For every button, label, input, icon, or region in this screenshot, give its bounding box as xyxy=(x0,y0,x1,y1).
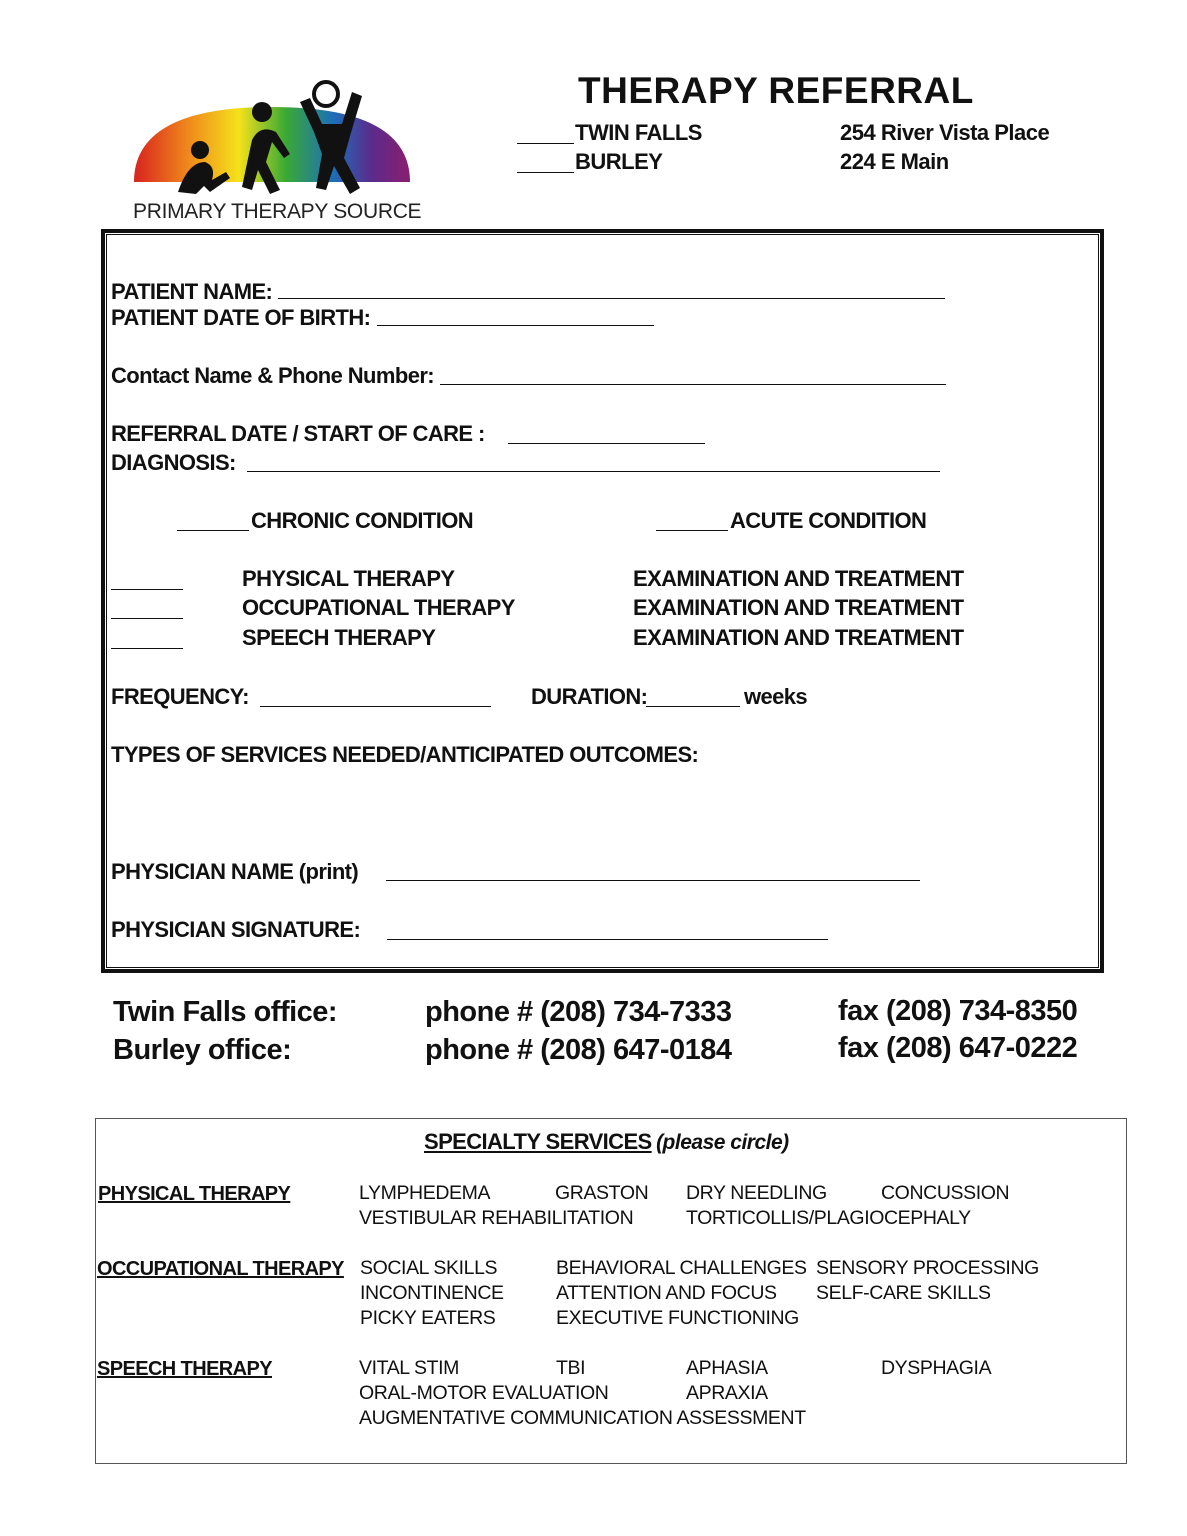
therapy-st-label: SPEECH THERAPY xyxy=(242,625,436,650)
spec-item-torticollis[interactable]: TORTICOLLIS/PLAGIOCEPHALY xyxy=(686,1207,971,1229)
contact-label: Contact Name & Phone Number: xyxy=(111,363,435,388)
physician-name-label: PHYSICIAN NAME (print) xyxy=(111,859,359,884)
spec-item-aphasia[interactable]: APHASIA xyxy=(686,1357,768,1379)
diagnosis-label: DIAGNOSIS: xyxy=(111,450,236,475)
pt-check-line[interactable] xyxy=(111,589,183,590)
services-label: TYPES OF SERVICES NEEDED/ANTICIPATED OUTCOMES: xyxy=(111,742,699,767)
referral-date-field[interactable] xyxy=(508,443,705,444)
address-burley: 224 E Main xyxy=(840,149,949,174)
spec-item-dysphagia[interactable]: DYSPHAGIA xyxy=(881,1357,992,1379)
chronic-check-line[interactable] xyxy=(177,530,249,531)
specialty-pt-head: PHYSICAL THERAPY xyxy=(98,1183,291,1205)
specialty-title: SPECIALTY SERVICES xyxy=(424,1129,652,1154)
physician-signature-label: PHYSICIAN SIGNATURE: xyxy=(111,917,361,942)
spec-item-picky-eaters[interactable]: PICKY EATERS xyxy=(360,1307,496,1329)
ot-check-line[interactable] xyxy=(111,618,183,619)
office-burley-phone: phone # (208) 647-0184 xyxy=(425,1034,732,1066)
location-burley: BURLEY xyxy=(575,149,663,174)
office-burley-label: Burley office: xyxy=(113,1034,292,1066)
location-twin-falls: TWIN FALLS xyxy=(575,120,702,145)
frequency-field[interactable] xyxy=(260,706,491,707)
patient-name-field[interactable] xyxy=(278,298,945,299)
chronic-label: CHRONIC CONDITION xyxy=(251,508,474,533)
office-twin-falls-label: Twin Falls office: xyxy=(113,996,338,1028)
spec-item-oral-motor[interactable]: ORAL-MOTOR EVALUATION xyxy=(359,1382,609,1404)
office-twin-falls-phone: phone # (208) 734-7333 xyxy=(425,996,732,1028)
spec-item-concussion[interactable]: CONCUSSION xyxy=(881,1182,1010,1204)
address-twin-falls: 254 River Vista Place xyxy=(840,120,1050,145)
spec-item-sensory[interactable]: SENSORY PROCESSING xyxy=(816,1257,1039,1279)
therapy-pt-label: PHYSICAL THERAPY xyxy=(242,566,455,591)
therapy-ot-scope: EXAMINATION AND TREATMENT xyxy=(633,595,964,620)
spec-item-behavioral[interactable]: BEHAVIORAL CHALLENGES xyxy=(556,1257,807,1279)
services-field[interactable] xyxy=(111,772,1091,850)
specialty-ot-head: OCCUPATIONAL THERAPY xyxy=(97,1258,344,1280)
office-burley-fax: fax (208) 647-0222 xyxy=(838,1032,1078,1064)
patient-name-label: PATIENT NAME: xyxy=(111,279,273,304)
spec-item-graston[interactable]: GRASTON xyxy=(555,1182,649,1204)
st-check-line[interactable] xyxy=(111,648,183,649)
spec-item-vestibular[interactable]: VESTIBULAR REHABILITATION xyxy=(359,1207,634,1229)
spec-item-attention[interactable]: ATTENTION AND FOCUS xyxy=(556,1282,777,1304)
spec-item-social-skills[interactable]: SOCIAL SKILLS xyxy=(360,1257,498,1279)
weeks-label: weeks xyxy=(744,684,808,709)
duration-label: DURATION: xyxy=(531,684,648,709)
logo-caption: PRIMARY THERAPY SOURCE xyxy=(133,200,422,223)
burley-check-line[interactable] xyxy=(517,172,574,173)
spec-item-lymphedema[interactable]: LYMPHEDEMA xyxy=(359,1182,491,1204)
spec-item-executive[interactable]: EXECUTIVE FUNCTIONING xyxy=(556,1307,799,1329)
spec-item-aac[interactable]: AUGMENTATIVE COMMUNICATION ASSESSMENT xyxy=(359,1407,806,1429)
patient-dob-label: PATIENT DATE OF BIRTH: xyxy=(111,305,371,330)
duration-field[interactable] xyxy=(646,706,740,707)
acute-check-line[interactable] xyxy=(656,530,728,531)
twin-falls-check-line[interactable] xyxy=(517,143,574,144)
specialty-title-row xyxy=(424,1129,789,1155)
physician-signature-field[interactable] xyxy=(387,939,828,940)
form-title: THERAPY REFERRAL xyxy=(578,70,974,111)
patient-dob-field[interactable] xyxy=(377,325,654,326)
specialty-note: (please circle) xyxy=(656,1131,789,1154)
therapy-ot-label: OCCUPATIONAL THERAPY xyxy=(242,595,515,620)
frequency-label: FREQUENCY: xyxy=(111,684,249,709)
spec-item-dry-needling[interactable]: DRY NEEDLING xyxy=(686,1182,827,1204)
specialty-st-head: SPEECH THERAPY xyxy=(97,1358,272,1380)
contact-field[interactable] xyxy=(440,384,946,385)
physician-name-field[interactable] xyxy=(386,880,920,881)
therapy-st-scope: EXAMINATION AND TREATMENT xyxy=(633,625,964,650)
spec-item-tbi[interactable]: TBI xyxy=(556,1357,586,1379)
office-twin-falls-fax: fax (208) 734-8350 xyxy=(838,995,1078,1027)
therapy-pt-scope: EXAMINATION AND TREATMENT xyxy=(633,566,964,591)
spec-item-vital-stim[interactable]: VITAL STIM xyxy=(359,1357,460,1379)
spec-item-apraxia[interactable]: APRAXIA xyxy=(686,1382,768,1404)
spec-item-self-care[interactable]: SELF-CARE SKILLS xyxy=(816,1282,991,1304)
acute-label: ACUTE CONDITION xyxy=(730,508,927,533)
spec-item-incontinence[interactable]: INCONTINENCE xyxy=(360,1282,504,1304)
diagnosis-field[interactable] xyxy=(247,471,940,472)
referral-date-label: REFERRAL DATE / START OF CARE : xyxy=(111,421,485,446)
